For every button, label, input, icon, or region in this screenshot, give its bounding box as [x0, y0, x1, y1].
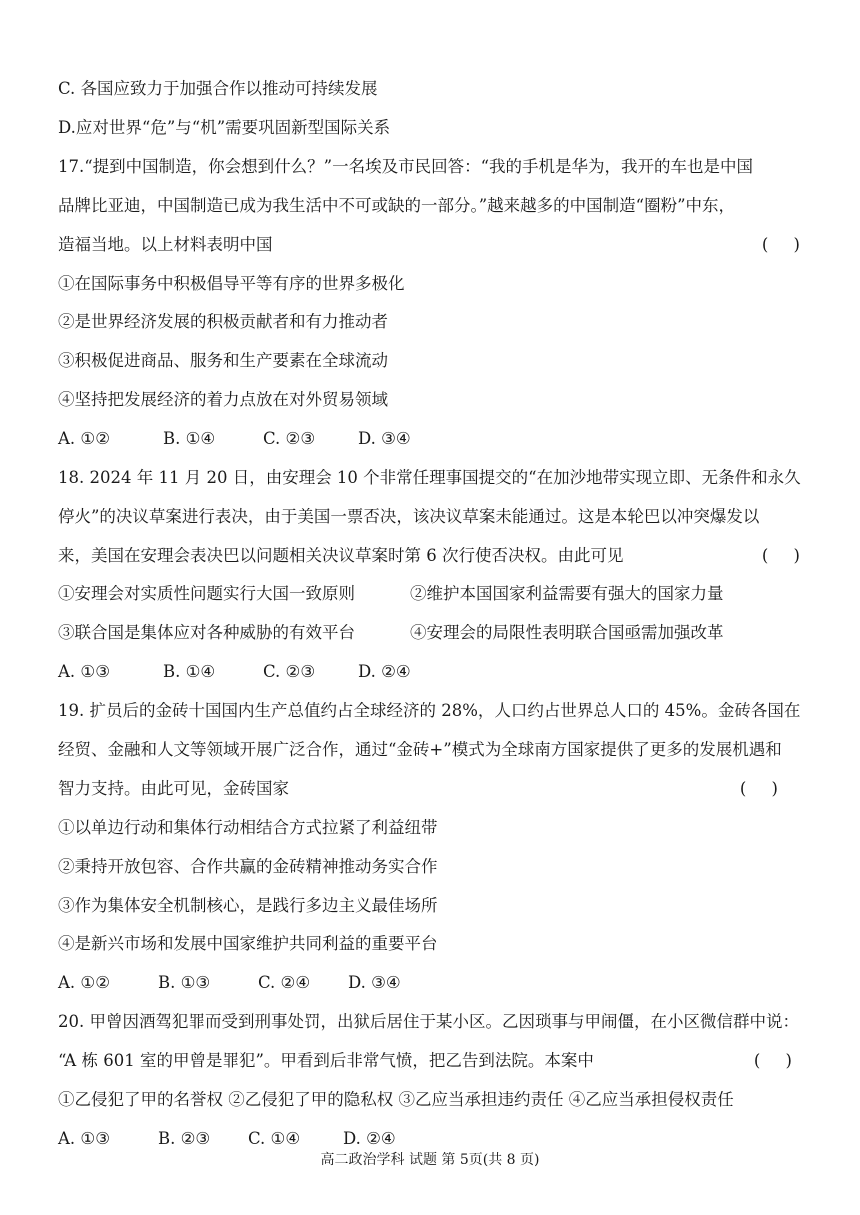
answer-option: C. ②③	[263, 429, 316, 448]
text-line	[58, 116, 810, 140]
answer-option: C. ②④	[258, 973, 311, 992]
line-text: 20. 甲曾因酒驾犯罪而受到刑事处罚，出狱后居住于某小区。乙因琐事与甲闹僵，在小区微信群中说：	[58, 1012, 799, 1031]
page-footer: 高二政治学科 试题 第 5页(共 8 页)	[320, 1152, 540, 1168]
text-line	[58, 233, 810, 257]
text-line	[58, 894, 810, 918]
answer-option: B. ①④	[163, 429, 216, 448]
line-text: 智力支持。由此可见，金砖国家	[58, 779, 289, 798]
text-line	[58, 310, 810, 334]
answer-option: B. ①③	[158, 973, 211, 992]
text-line	[58, 932, 810, 956]
line-text: 停火”的决议草案进行表决，由于美国一票否决，该决议草案未能通过。这是本轮巴以冲突爆发以	[58, 507, 760, 526]
line-text: ①以单边行动和集体行动相结合方式拉紧了利益纽带	[58, 818, 438, 837]
line-text: ①乙侵犯了甲的名誉权 ②乙侵犯了甲的隐私权 ③乙应当承担违约责任 ④乙应当承担侵权责任	[58, 1090, 734, 1109]
answer-bracket: ( )	[761, 235, 810, 254]
answer-option: D. ③④	[348, 973, 401, 992]
text-line	[58, 621, 810, 645]
answer-option: D. ③④	[358, 429, 411, 448]
text-line	[58, 155, 810, 179]
text-line	[58, 544, 810, 568]
answer-option: A. ①②	[58, 429, 110, 448]
line-text: 经贸、金融和人文等领域开展广泛合作，通过“金砖+”模式为全球南方国家提供了更多的发展机遇和	[58, 740, 782, 759]
text-line	[58, 272, 810, 296]
answer-option: B. ②③	[158, 1129, 211, 1148]
answer-bracket: ( )	[739, 779, 788, 798]
answer-option: C. ②③	[263, 662, 316, 681]
line-text: ④是新兴市场和发展中国家维护共同利益的重要平台	[58, 934, 438, 953]
text-line	[58, 466, 810, 490]
line-text: ②是世界经济发展的积极贡献者和有力推动者	[58, 312, 388, 331]
answer-option: C. ①④	[248, 1129, 301, 1148]
line-text: C. 各国应致力于加强合作以推动可持续发展	[58, 79, 378, 98]
answer-option: A. ①③	[58, 662, 110, 681]
line-text: ③积极促进商品、服务和生产要素在全球流动	[58, 351, 388, 370]
text-line	[58, 194, 810, 218]
line-text: “A 栋 601 室的甲曾是罪犯”。甲看到后非常气愤，把乙告到法院。本案中	[58, 1051, 594, 1070]
line-text: 来，美国在安理会表决巴以问题相关决议草案时第 6 次行使否决权。由此可见	[58, 546, 624, 565]
answer-bracket: ( )	[761, 546, 810, 565]
text-line	[58, 582, 810, 606]
text-line	[58, 855, 810, 879]
answer-option: A. ①②	[58, 973, 110, 992]
line-text: ④坚持把发展经济的着力点放在对外贸易领域	[58, 390, 388, 409]
line-text: ①在国际事务中积极倡导平等有序的世界多极化	[58, 274, 405, 293]
line-text: 18. 2024 年 11 月 20 日，由安理会 10 个非常任理事国提交的“在加沙地带实现立即、无条件和永久	[58, 468, 801, 487]
text-line	[58, 777, 810, 801]
text-line	[58, 1088, 810, 1112]
text-line	[58, 1010, 810, 1034]
line-text: ③联合国是集体应对各种威胁的有效平台	[58, 623, 355, 642]
text-line	[58, 388, 810, 412]
text-line	[58, 738, 810, 762]
answer-option: A. ①③	[58, 1129, 110, 1148]
text-line	[58, 505, 810, 529]
text-line	[58, 1049, 810, 1073]
line-text: ③作为集体安全机制核心，是践行多边主义最佳场所	[58, 896, 438, 915]
answer-option: D. ②④	[343, 1129, 396, 1148]
line-text: ②秉持开放包容、合作共赢的金砖精神推动务实合作	[58, 857, 438, 876]
answer-option: B. ①④	[163, 662, 216, 681]
line-text-second: ④安理会的局限性表明联合国亟需加强改革	[410, 623, 724, 642]
answer-option: D. ②④	[358, 662, 411, 681]
line-text: D.应对世界“危”与“机”需要巩固新型国际关系	[58, 118, 391, 137]
line-text: 品牌比亚迪，中国制造已成为我生活中不可或缺的一部分。”越来越多的中国制造“圈粉”中东，	[58, 196, 736, 215]
line-text-second: ②维护本国国家利益需要有强大的国家力量	[410, 584, 724, 603]
line-text: 17.“提到中国制造，你会想到什么？”一名埃及市民回答：“我的手机是华为，我开的车也是中国	[58, 157, 754, 176]
answer-bracket: ( )	[753, 1051, 802, 1070]
line-text: 造福当地。以上材料表明中国	[58, 235, 273, 254]
text-line	[58, 349, 810, 373]
text-line	[58, 816, 810, 840]
text-line	[58, 699, 810, 723]
text-line	[58, 77, 810, 101]
line-text: 19. 扩员后的金砖十国国内生产总值约占全球经济的 28%，人口约占世界总人口的 45%。金砖各国在	[58, 701, 801, 720]
line-text: ①安理会对实质性问题实行大国一致原则	[58, 584, 355, 603]
